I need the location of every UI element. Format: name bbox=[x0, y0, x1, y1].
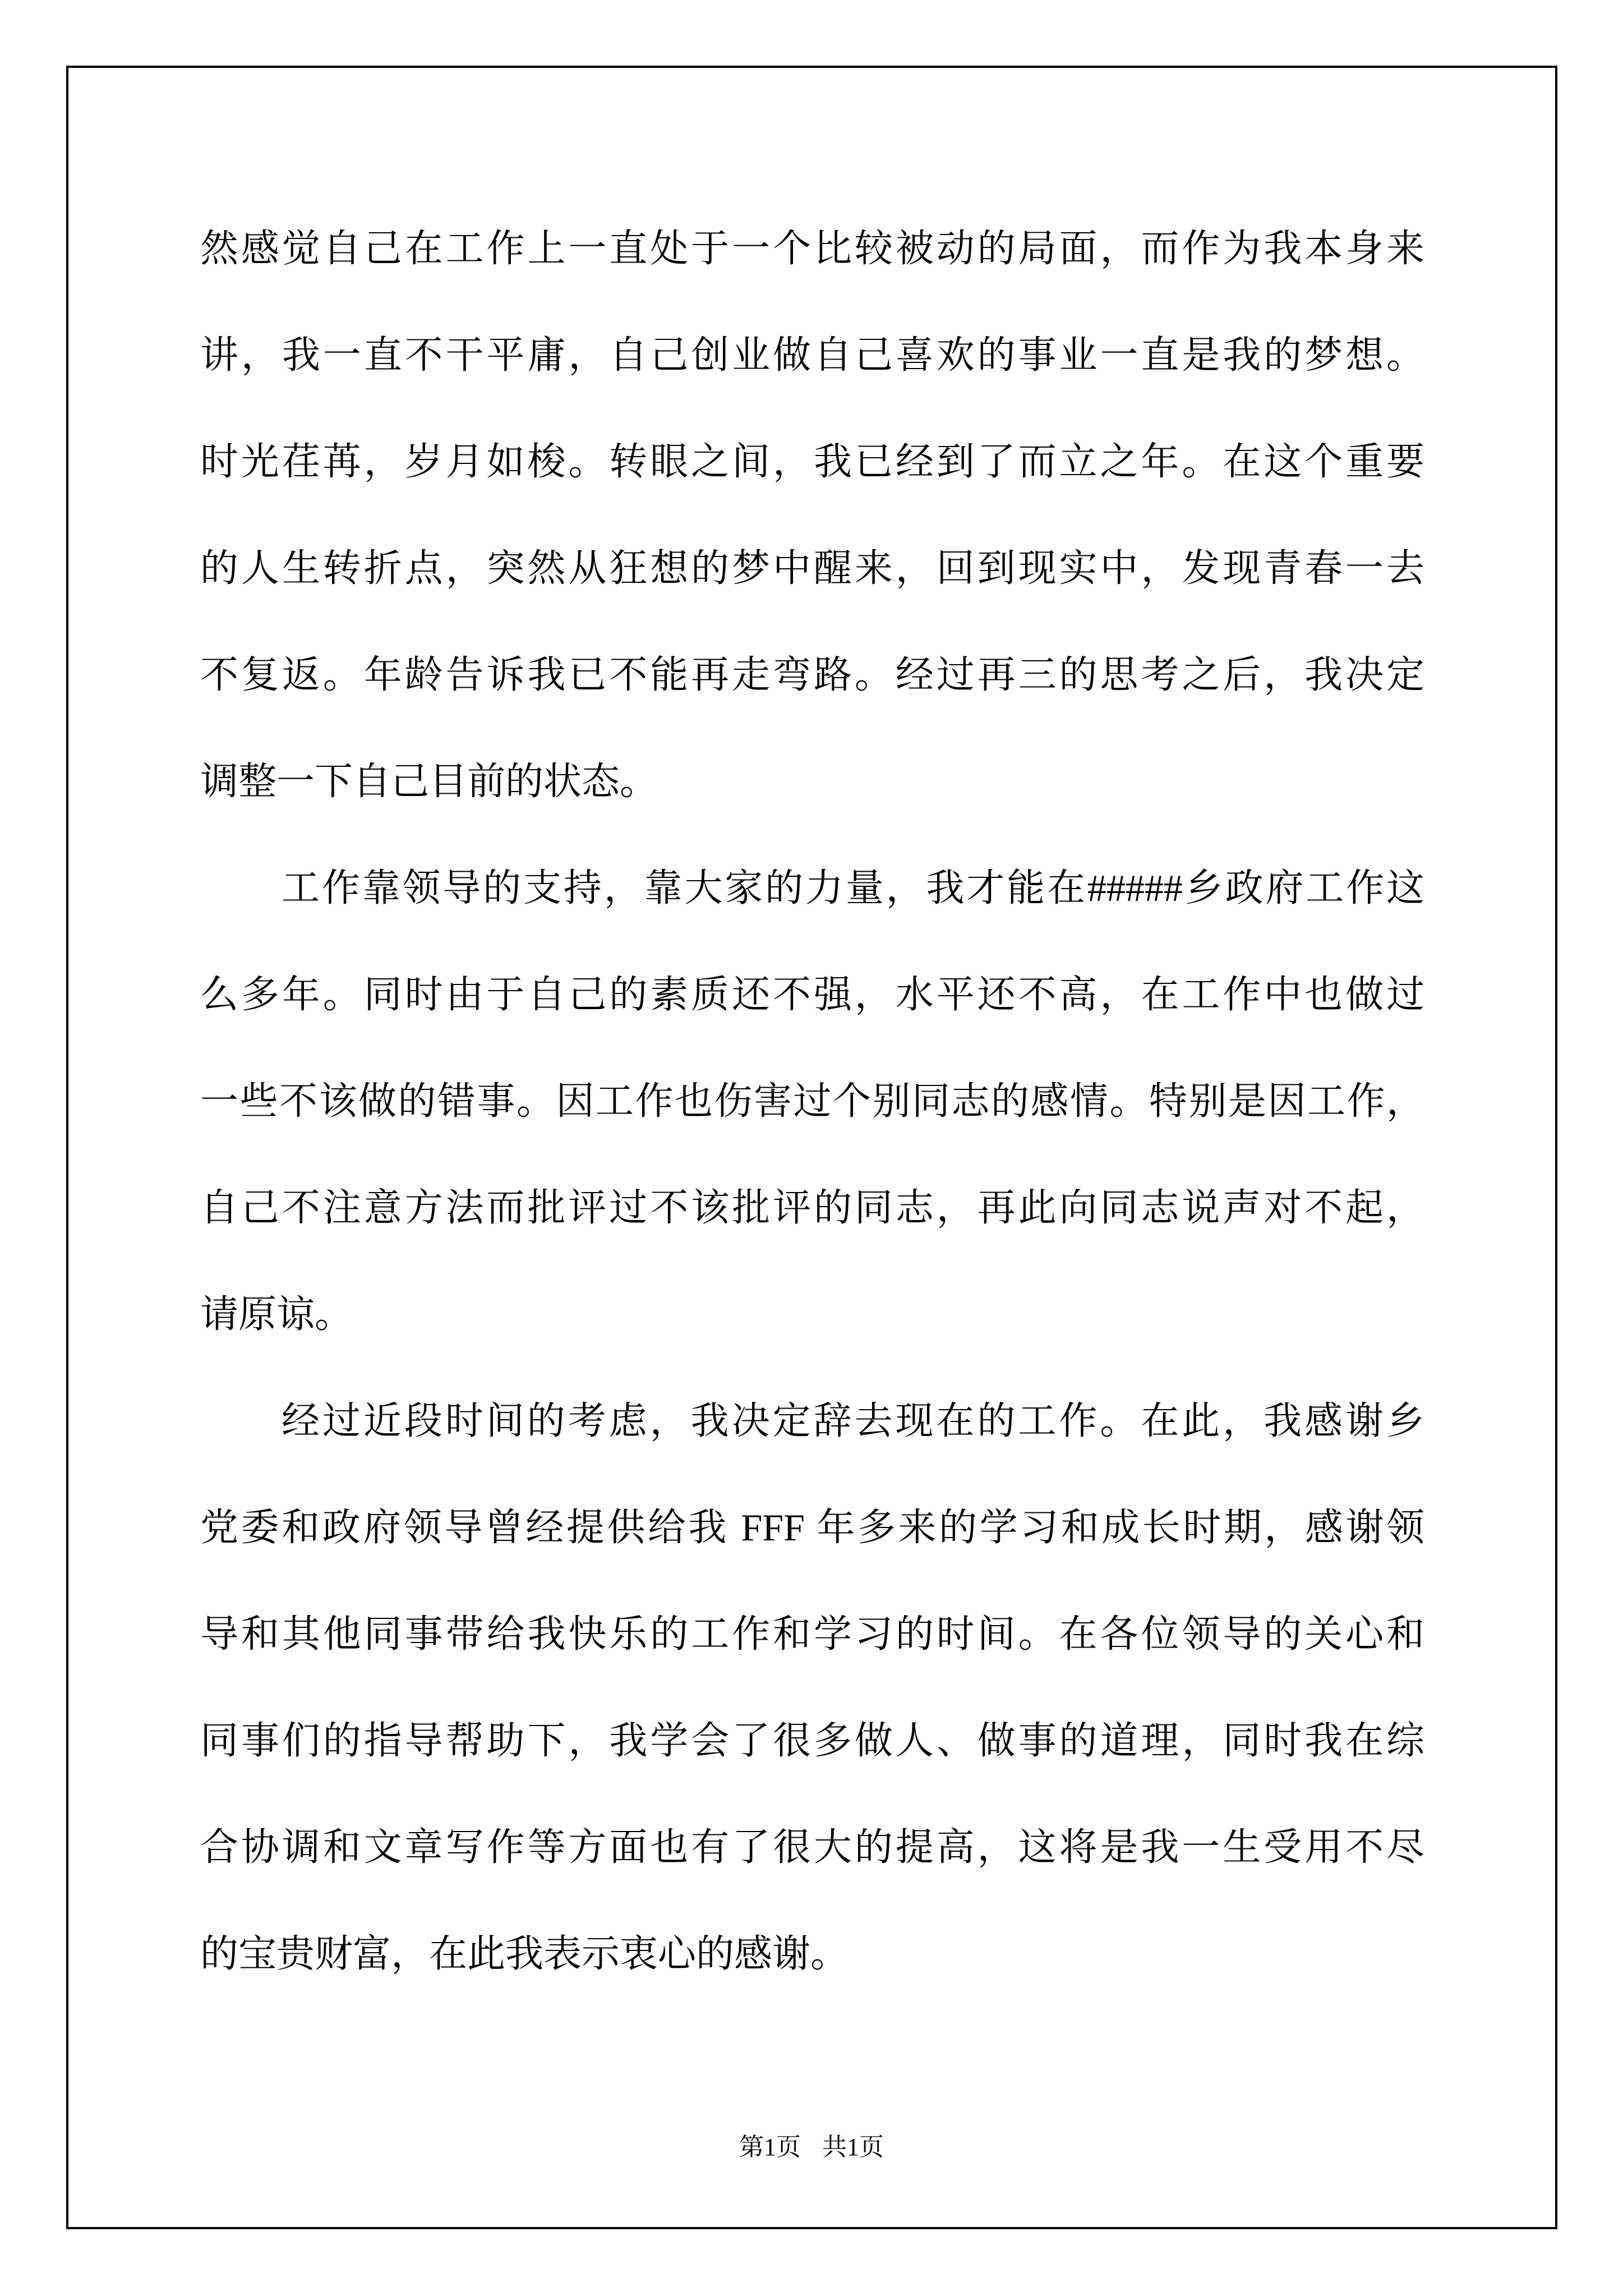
page-total-label: 共1页 bbox=[822, 2133, 884, 2161]
page-footer bbox=[0, 2132, 1623, 2163]
text-line: 的人生转折点，突然从狂想的梦中醒来，回到现实中，发现青春一去 bbox=[200, 547, 1424, 590]
text-line: 然感觉自己在工作上一直处于一个比较被动的局面，而作为我本身来 bbox=[200, 227, 1424, 270]
text-line: 一些不该做的错事。因工作也伤害过个别同志的感情。特别是因工作， bbox=[200, 1080, 1424, 1122]
text-line: 自己不注意方法而批评过不该批评的同志，再此向同志说声对不起， bbox=[200, 1186, 1424, 1229]
text-line: 的宝贵财富，在此我表示衷心的感谢。 bbox=[200, 1932, 849, 1975]
text-line: 同事们的指导帮助下，我学会了很多做人、做事的道理，同时我在综 bbox=[200, 1719, 1424, 1762]
text-line: 时光荏苒，岁月如梭。转眼之间，我已经到了而立之年。在这个重要 bbox=[200, 440, 1424, 483]
document-body bbox=[200, 227, 1424, 2039]
text-line: 工作靠领导的支持，靠大家的力量，我才能在#####乡政府工作这 bbox=[282, 867, 1424, 909]
text-line: 党委和政府领导曾经提供给我 FFF 年多来的学习和成长时期，感谢领 bbox=[200, 1506, 1424, 1549]
text-line: 不复返。年龄告诉我已不能再走弯路。经过再三的思考之后，我决定 bbox=[200, 654, 1424, 696]
text-line: 么多年。同时由于自己的素质还不强，水平还不高，在工作中也做过 bbox=[200, 973, 1424, 1016]
page-number-label: 第1页 bbox=[739, 2133, 801, 2161]
text-line: 请原谅。 bbox=[200, 1293, 353, 1336]
text-line: 讲，我一直不干平庸，自己创业做自己喜欢的事业一直是我的梦想。 bbox=[200, 334, 1424, 376]
text-line: 导和其他同事带给我快乐的工作和学习的时间。在各位领导的关心和 bbox=[200, 1613, 1424, 1655]
text-line: 经过近段时间的考虑，我决定辞去现在的工作。在此，我感谢乡 bbox=[282, 1400, 1424, 1442]
text-line: 调整一下自己目前的状态。 bbox=[200, 760, 658, 803]
text-line: 合协调和文章写作等方面也有了很大的提高，这将是我一生受用不尽 bbox=[200, 1826, 1424, 1869]
